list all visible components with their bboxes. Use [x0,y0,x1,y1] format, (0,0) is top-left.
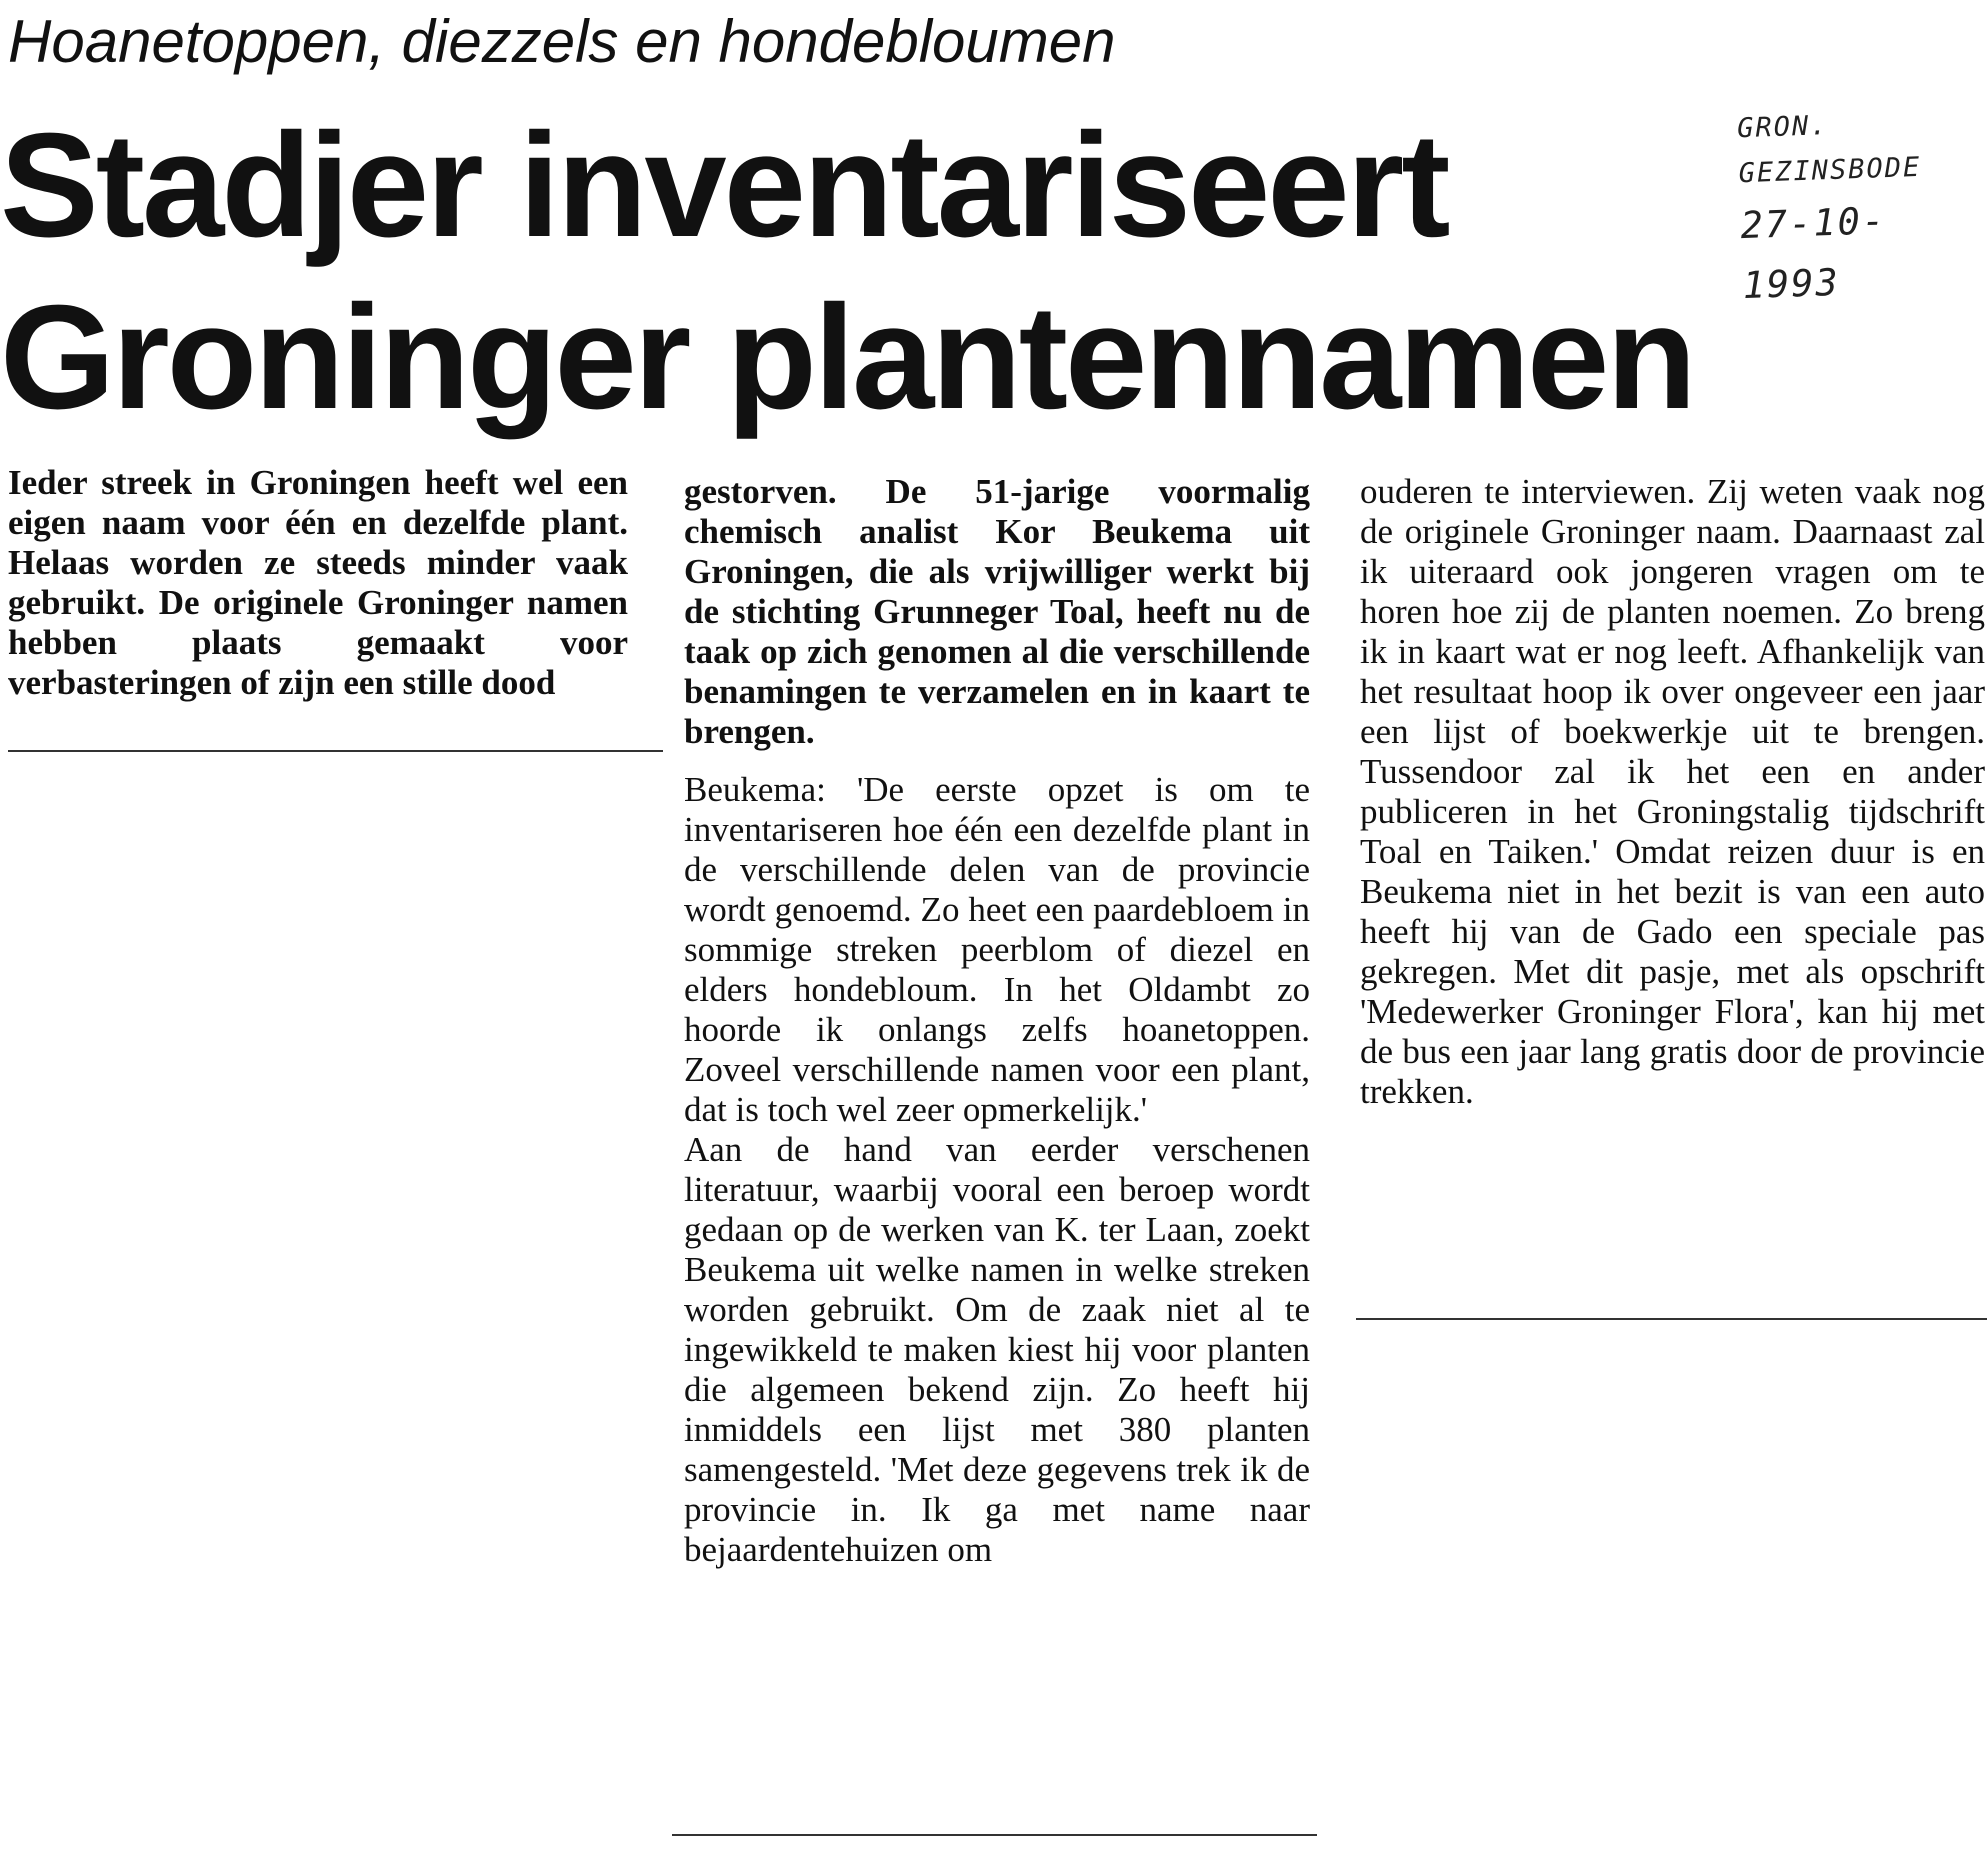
handwritten-source-stamp [1736,98,1983,316]
intro-paragraph-part-1: Ieder streek in Groningen heeft wel een eigen naam voor één en dezelfde plant. Helaas worden ze steeds minder vaak gebruikt. De originele Groninger namen hebben plaats gemaakt voor verbasteringen of zijn een stille dood [8,463,628,702]
article-column-3 [1360,472,1985,1112]
body-paragraph-research: Aan de hand van eerder verschenen literatuur, waarbij vooral een beroep wordt gedaan op de werken van K. ter Laan, zoekt Beukema uit welke namen in welke streken worden gebruikt. Om de zaak niet al te ingewikkeld te maken kiest hij voor planten die algemeen bekend zijn. Zo heeft hij inmiddels een lijst met 380 planten samengesteld. 'Met deze gegevens trek ik de provincie in. Ik ga met name naar bejaardentehuizen om [684,1130,1310,1569]
stamp-publication-line-1: GRON. [1736,110,1829,145]
stamp-publication-line-2: GEZINSBODE [1738,151,1922,190]
intro-paragraph-part-2: gestorven. De 51-jarige voormalig chemisch analist Kor Beukema uit Groningen, die als vrijwilliger werkt bij de stichting Grunneger Toal, heeft nu de taak op zich genomen al die verschillende benamingen te verzamelen en in kaart te brengen. [684,472,1310,751]
column-2-end-rule [672,1834,1317,1836]
article-column-2 [684,472,1310,1570]
headline-line-1: Stadjer inventariseert [0,103,1448,268]
intro-divider [8,750,663,752]
headline-line-2: Groninger plantennamen [0,275,1694,440]
stamp-date: 27-10-1993 [1739,199,1887,308]
body-paragraph-quote: Beukema: 'De eerste opzet is om te inventariseren hoe één een dezelfde plant in de verschillende delen van de provincie wordt genoemd. Zo heet een paardebloem in sommige streken peerblom of diezel en elders hondebloum. In het Oldambt zo hoorde ik onlangs zelfs hoanetoppen. Zoveel verschillende namen voor een plant, dat is toch wel zeer opmerkelijk.' [684,770,1310,1129]
body-paragraph-continuation: ouderen te interviewen. Zij weten vaak nog de originele Groninger naam. Daarnaast zal ik uiteraard ook jongeren vragen om te horen hoe zij de planten noemen. Zo breng ik in kaart wat er nog leeft. Afhankelijk van het resultaat hoop ik over ongeveer een jaar een lijst of boekwerkje uit te brengen. Tussendoor zal ik het een en ander publiceren in het Groningstalig tijdschrift Toal en Taiken.' Omdat reizen duur is en Beukema niet in het bezit is van een auto heeft hij van de Gado een speciale pas gekregen. Met dit pasje, met als opschrift 'Medewerker Groninger Flora', kan hij met de bus een jaar lang gratis door de provincie trekken. [1360,472,1985,1111]
headline [0,100,1980,444]
article-column-1 [8,463,628,703]
article-end-rule [1356,1318,1987,1320]
kicker-subtitle: Hoanetoppen, diezzels en hondebloumen [8,8,1116,75]
